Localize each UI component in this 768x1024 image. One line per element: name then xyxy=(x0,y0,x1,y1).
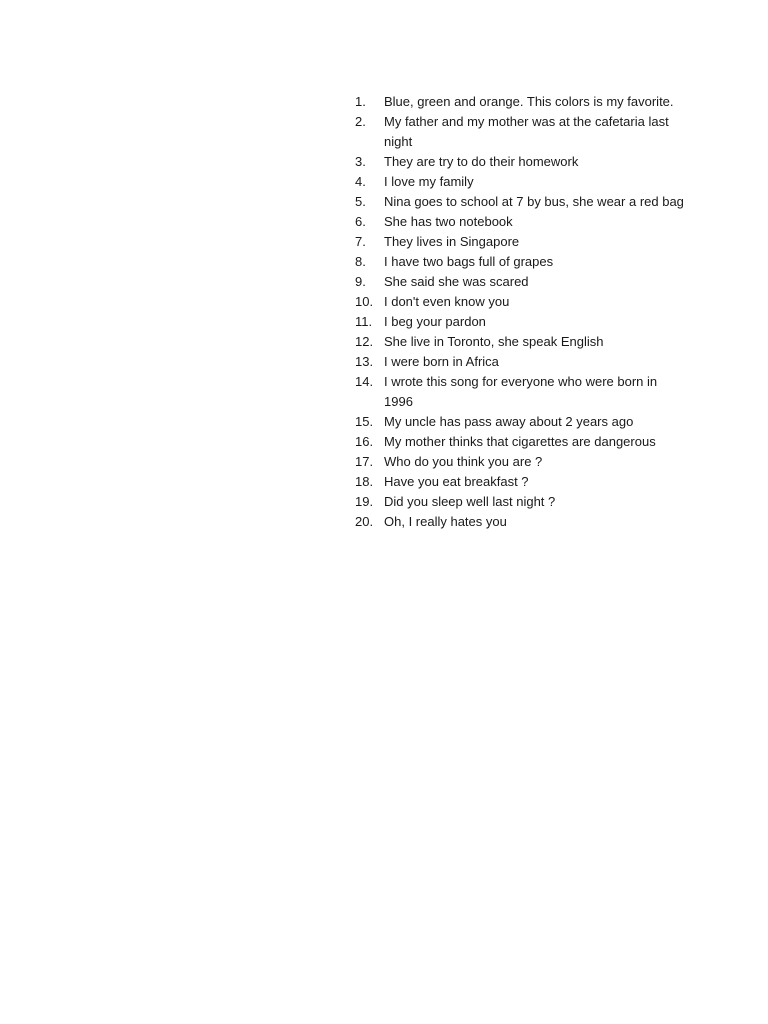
list-item xyxy=(355,432,685,452)
list-item xyxy=(355,352,685,372)
list-item xyxy=(355,372,685,412)
list-item xyxy=(355,452,685,472)
list-item xyxy=(355,212,685,232)
numbered-sentence-list xyxy=(355,92,685,532)
list-item xyxy=(355,272,685,292)
list-item-number: 20. xyxy=(355,514,374,529)
list-item-text: I wrote this song for everyone who were born in 1996 xyxy=(384,374,658,409)
list-item-text: She has two notebook xyxy=(384,214,513,229)
list-item-text: My mother thinks that cigarettes are dangerous xyxy=(384,434,656,449)
list-item-number: 12. xyxy=(355,334,374,349)
list-item-number: 1. xyxy=(355,94,366,109)
list-item-text: They lives in Singapore xyxy=(384,234,520,249)
list-item-number: 10. xyxy=(355,294,374,309)
list-item-number: 2. xyxy=(355,114,366,129)
list-item-number: 19. xyxy=(355,494,374,509)
list-item-number: 9. xyxy=(355,274,366,289)
list-item-text: I were born in Africa xyxy=(384,354,499,369)
list-item-text: My father and my mother was at the cafetaria last night xyxy=(384,114,669,149)
list-item-text: My uncle has pass away about 2 years ago xyxy=(384,414,634,429)
list-item xyxy=(355,112,685,152)
list-item-number: 17. xyxy=(355,454,374,469)
list-item xyxy=(355,252,685,272)
list-item-number: 6. xyxy=(355,214,366,229)
list-item-number: 11. xyxy=(355,314,373,329)
list-item-text: I have two bags full of grapes xyxy=(384,254,554,269)
list-item-number: 7. xyxy=(355,234,366,249)
list-item xyxy=(355,292,685,312)
list-item-text: She live in Toronto, she speak English xyxy=(384,334,604,349)
list-item-number: 13. xyxy=(355,354,374,369)
list-item xyxy=(355,412,685,432)
list-item xyxy=(355,232,685,252)
list-item xyxy=(355,312,685,332)
list-item-text: I don't even know you xyxy=(384,294,510,309)
list-item-text: I love my family xyxy=(384,174,474,189)
list-item-text: Did you sleep well last night ? xyxy=(384,494,556,509)
list-item xyxy=(355,172,685,192)
list-item-number: 8. xyxy=(355,254,366,269)
list-item-number: 18. xyxy=(355,474,374,489)
list-item xyxy=(355,492,685,512)
list-item-number: 4. xyxy=(355,174,366,189)
list-item xyxy=(355,92,685,112)
list-item-text: Oh, I really hates you xyxy=(384,514,507,529)
list-item xyxy=(355,332,685,352)
list-item xyxy=(355,192,685,212)
list-item-number: 14. xyxy=(355,374,374,389)
list-item-number: 16. xyxy=(355,434,374,449)
list-item xyxy=(355,472,685,492)
list-item-number: 3. xyxy=(355,154,366,169)
list-item-text: She said she was scared xyxy=(384,274,529,289)
list-item-number: 5. xyxy=(355,194,366,209)
list-item-text: They are try to do their homework xyxy=(384,154,579,169)
list-item-text: Have you eat breakfast ? xyxy=(384,474,529,489)
list-item-text: Blue, green and orange. This colors is my favorite. xyxy=(384,94,674,109)
list-item-text: I beg your pardon xyxy=(384,314,486,329)
list-item-number: 15. xyxy=(355,414,374,429)
list-item-text: Who do you think you are ? xyxy=(384,454,543,469)
list-item xyxy=(355,512,685,532)
list-item xyxy=(355,152,685,172)
list-item-text: Nina goes to school at 7 by bus, she wear a red bag xyxy=(384,194,684,209)
